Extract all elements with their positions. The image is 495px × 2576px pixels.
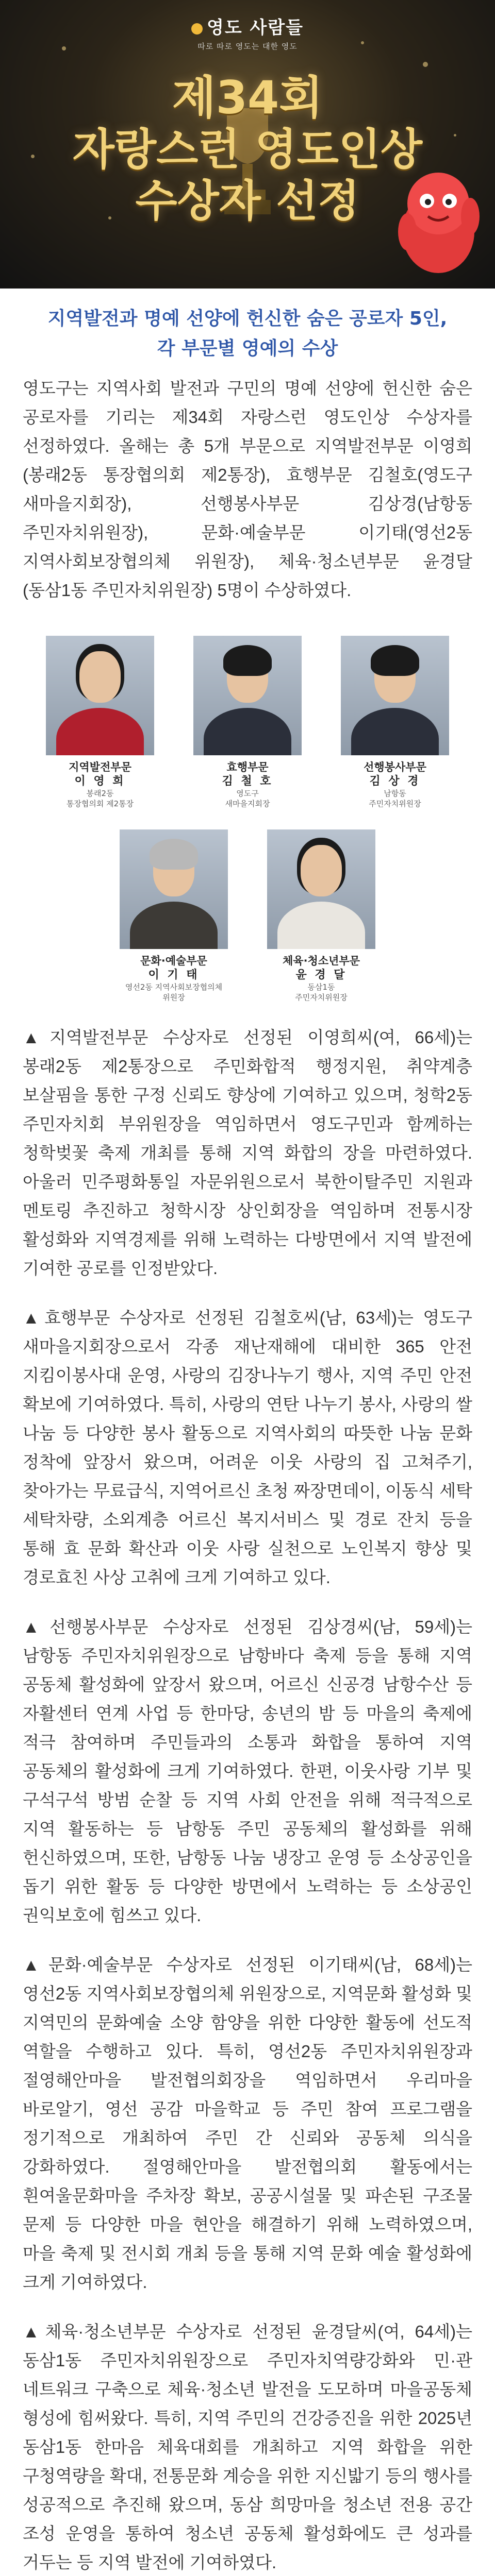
awardee-name: 윤 경 달: [295, 968, 347, 981]
banner-title-line3: 수상자 선정: [135, 176, 360, 226]
intro-paragraph: 영도구는 지역사회 발전과 구민의 명예 선양에 헌신한 숨은 공로자를 기리는 제34회 자랑스런 영도인상 수상자를 선정하였다. 올해는 총 5개 부문으로 지역발전부문 이영희(봉래2동 통장협의회 제2통장), 효행부문 김철호(영도구 새마을지회장), 선행봉사부문 김상경(남항동 주민자치위원장), 문화·예술부문 이기태(영선2동 지역사회보장협의체 위원장), 체육·청소년부문 윤경달(동삼1동 주민자치위원장) 5명이 수상하였다.: [23, 379, 472, 600]
awardee-affiliation: 남항동: [384, 789, 406, 798]
awardee-photo: [46, 636, 154, 755]
awardee-photo: [120, 829, 228, 949]
awardee-role: 체육·청소년부문: [283, 955, 360, 967]
awardee-affiliation: 주민자치위원장: [295, 993, 348, 1002]
awardee-affiliation: 영선2동 지역사회보장협의체: [125, 982, 223, 992]
awardee-photo: [193, 636, 302, 755]
awardee-name: 이 기 태: [148, 968, 200, 981]
mascot-icon: [392, 155, 485, 278]
awardee-role: 지역발전부문: [69, 761, 131, 773]
awardee-photos-row1: [0, 636, 495, 809]
section-sports-youth: ▲체육·청소년부문 수상자로 선정된 윤경달씨(여, 64세)는 동삼1동 주민자치위원장으로 주민자치역량강화와 민·관 네트워크 구축으로 체육·청소년 발전을 도모하며 마을공동체 형성에 힘써왔다. 특히, 지역 주민의 건강증진을 위한 2025년 동삼1동 한마음 체육대회를 개최하고 지역 화합을 위한 구청역량을 확대, 전통문화 계승을 위한 지신밟기 등의 행사를 성공적으로 추진해 왔으며, 동삼 희망마을 청소년 전용 공간 조성 운영을 통하여 청소년 공동체 활성화에도 큰 성과를 거두는 등 지역 발전에 기여하였다.: [23, 2322, 472, 2572]
section-volunteer-service: ▲선행봉사부문 수상자로 선정된 김상경씨(남, 59세)는 남항동 주민자치위원장으로 남항바다 축제 등을 통해 지역 공동체 활성화에 앞장서 왔으며, 어르신 신공경 남항수산 등 자활센터 연계 사업 등 한마당, 송년의 밤 등 마을의 축제에 적극 참여하며 주민들과의 소통과 화합을 통하여 지역 공동체의 활성화에 크게 기여하였다. 한편, 이웃사랑 기부 및 구석구석 방범 순찰 등 지역 사회 안전을 위해 적극적으로 지역 활동하는 등 남항동 주민 공동체의 활성화를 위해 헌신하였으며, 또한, 남항동 나눔 냉장고 운영 등 소상공인을 돕기 위한 활동 등 다양한 방면에서 노력하는 등 소상공인 권익보호에 힘쓰고 있다.: [23, 1617, 472, 1925]
awardee-affiliation: 동삼1동: [307, 982, 335, 992]
awardee-card: [257, 829, 386, 1003]
awardee-affiliation: 새마을지회장: [225, 799, 270, 808]
awardee-name: 이 영 희: [74, 774, 126, 788]
article-subtitle: [21, 304, 474, 364]
logo-text: 영도 사람들: [206, 18, 304, 38]
awardee-name: 김 상 경: [369, 774, 421, 788]
subtitle-line2: 각 부문별 영예의 수상: [157, 338, 338, 359]
section-filial-piety: ▲효행부문 수상자로 선정된 김철호씨(남, 63세)는 영도구 새마을지회장으로서 각종 재난재해에 대비한 365 안전 지킴이봉사대 운영, 사랑의 김장나누기 행사, 지역 주민 안전 확보에 기여하였다. 특히, 사랑의 연탄 나누기 봉사, 사랑의 쌀 나눔 등 다양한 봉사 활동으로 지역사회의 따뜻한 나눔 문화 정착에 앞장서 왔으며, 어려운 이웃 사랑의 집 고쳐주기, 찾아가는 무료급식, 지역어르신 초청 짜장면데이, 이동식 세탁 세탁차량, 소외계층 어르신 복지서비스 및 경로 잔치 등을 통해 효 문화 확산과 이웃 사랑 실천으로 노인복지 향상 및 경로효친 사상 고취에 크게 기여하고 있다.: [23, 1308, 472, 1587]
awardee-photos-row2: [0, 829, 495, 1003]
awardee-role: 효행부문: [226, 761, 269, 773]
awardee-card: [331, 636, 459, 809]
banner-logo: [0, 13, 495, 52]
awardee-name: 김 철 호: [222, 774, 273, 788]
awardee-affiliation: 영도구: [236, 789, 259, 798]
section-regional-development: ▲지역발전부문 수상자로 선정된 이영희씨(여, 66세)는 봉래2동 제2통장으로 주민화합적 행정지원, 취약계층 보살핌을 통한 구정 신뢰도 향상에 기여하고 있으며, 청학2동 주민자치회 부위원장을 역임하면서 영도구민과 함께하는 청학벚꽃 축제 개최를 통해 지역 화합의 장을 마련하였다. 아울러 민주평화통일 자문위원으로서 북한이탈주민 지원과 멘토링 추진하고 청학시장 상인회장을 역임하며 전통시장 활성화와 지역경제를 위해 노력하는 다방면에서 지역 발전에 기여한 공로를 인정받았다.: [23, 1028, 472, 1278]
logo-slogan: 따로 따로 영도는 대한 영도: [197, 42, 298, 51]
awardee-affiliation: 통장협의회 제2통장: [66, 799, 134, 808]
subtitle-line1: 지역발전과 명예 선양에 헌신한 숨은 공로자 5인,: [47, 308, 448, 329]
awardee-affiliation: 주민자치위원장: [369, 799, 421, 808]
awardee-affiliation: 위원장: [162, 993, 185, 1002]
awardee-role: 문화·예술부문: [140, 955, 207, 967]
awardee-photo: [341, 636, 449, 755]
awardee-card: [183, 636, 312, 809]
awardee-role: 선행봉사부문: [364, 761, 426, 773]
banner-title-line1: 제34회: [172, 71, 323, 124]
award-banner: [0, 0, 495, 289]
section-culture-arts: ▲문화·예술부문 수상자로 선정된 이기태씨(남, 68세)는 영선2동 지역사회보장협의체 위원장으로, 지역문화 활성화 및 지역민의 문화예술 소양 함양을 위한 다양한 활동에 선도적 역할을 수행하고 있다. 특히, 영선2동 주민자치위원장과 절영해안마을 발전협의회장을 역임하면서 우리마을 바로알기, 영선 공감 마을학교 등 주민 참여 프로그램을 정기적으로 개최하여 주민 간 신뢰와 공동체 의식을 강화하였다. 절영해안마을 발전협의회 활동에서는 흰여울문화마을 주차장 확보, 공공시설물 및 파손된 구조물 문제 등 다양한 마을 현안을 해결하기 위해 노력하였으며, 마을 축제 및 전시회 개최 등을 통해 지역 문화 예술 활성화에 크게 기여하였다.: [23, 1955, 472, 2292]
awardee-card: [109, 829, 238, 1003]
logo-mark-icon: [191, 23, 203, 35]
banner-title-line2: 자랑스런 영도인상: [72, 124, 423, 175]
awardee-card: [36, 636, 164, 809]
awardee-affiliation: 봉래2동: [86, 789, 114, 798]
awardee-photo: [267, 829, 375, 949]
